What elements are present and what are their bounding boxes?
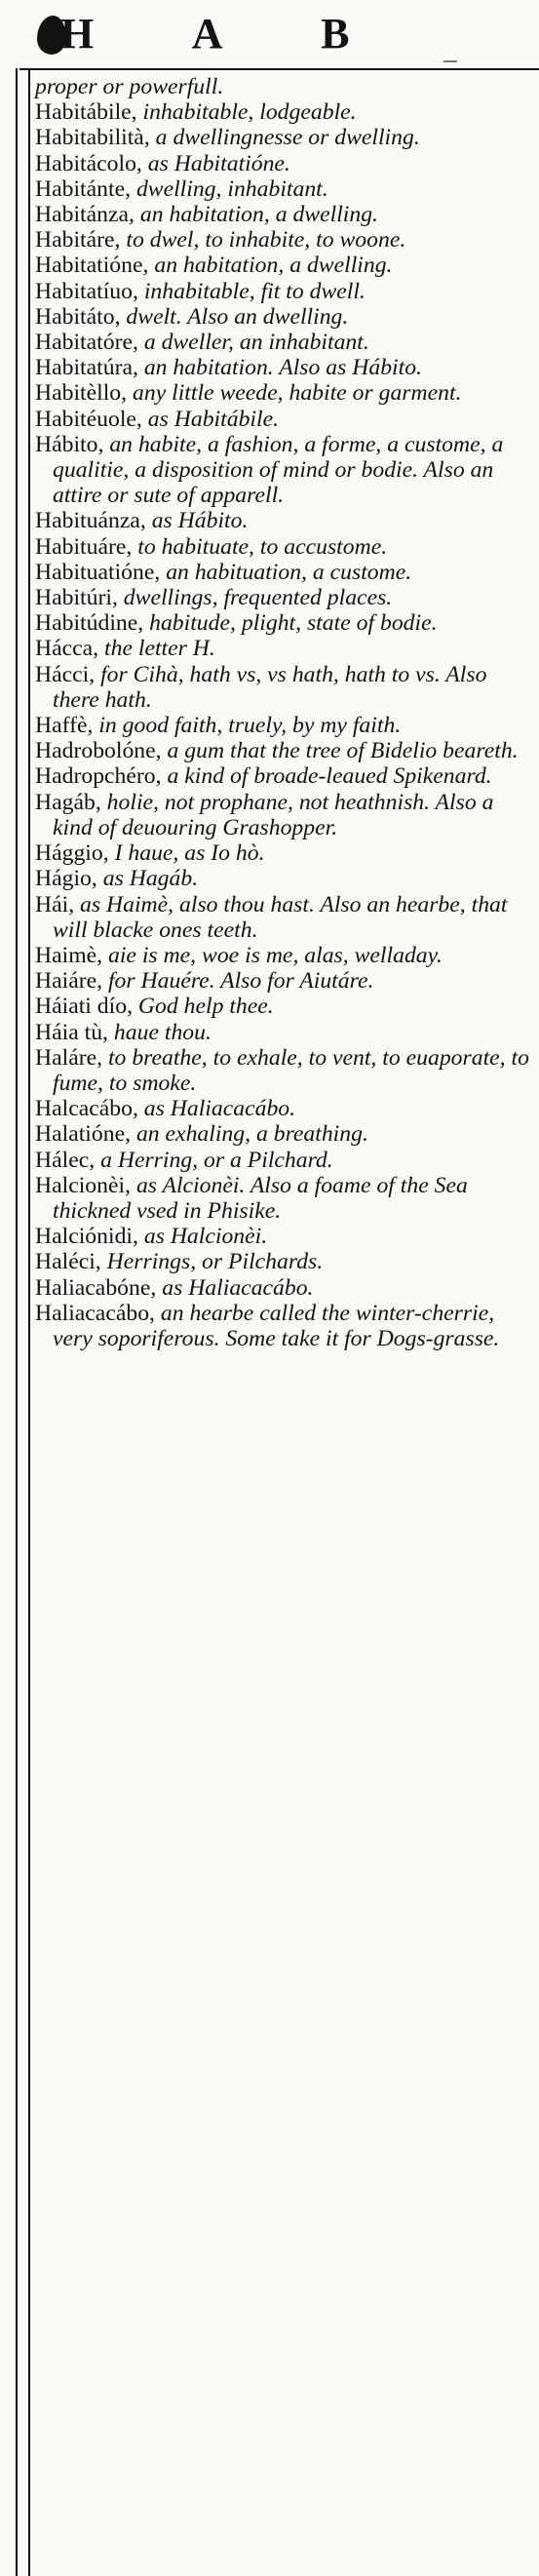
entry-headword: Hálec, bbox=[35, 1147, 101, 1173]
entry-definition: God help thee. bbox=[137, 994, 274, 1020]
entry-definition: an exhaling, a breathing. bbox=[135, 1121, 368, 1148]
entry-definition: Herrings, or Pilchards. bbox=[106, 1249, 324, 1275]
entry-definition: an habite, a fashion, a forme, a custome, a qualitie, a disposition of mind or bodie. Also an attire or sute of apparell. bbox=[53, 431, 504, 509]
entry-definition: aie is me, woe is me, alas, welladay. bbox=[107, 942, 443, 968]
entry-definition: as Alcionèi. Also a foame of the Sea thickned vsed in Phisike. bbox=[53, 1172, 468, 1224]
entry-headword: Habitèllo, bbox=[35, 380, 133, 407]
dictionary-entry bbox=[35, 943, 532, 968]
header-rule bbox=[19, 68, 539, 70]
entry-headword: Habituatióne, bbox=[35, 559, 167, 585]
entry-definition: inhabitable, lodgeable. bbox=[142, 99, 357, 126]
entry-definition: proper or powerfull. bbox=[35, 74, 224, 99]
column-rule bbox=[28, 68, 30, 2576]
entry-headword: Haléci, bbox=[35, 1249, 107, 1275]
dictionary-entry bbox=[35, 534, 532, 560]
dictionary-entry bbox=[35, 1173, 532, 1224]
dictionary-entry bbox=[35, 994, 532, 1019]
entry-definition: as Haimè, also thou hast. Also an hearbe, that will blacke ones teeth. bbox=[53, 891, 508, 943]
entry-headword: Habitánte, bbox=[35, 176, 136, 202]
dictionary-entry bbox=[35, 560, 532, 585]
dictionary-entry bbox=[35, 176, 532, 202]
entry-headword: Hácci, bbox=[35, 661, 101, 687]
entry-headword: Habitúri, bbox=[35, 585, 124, 611]
entry-headword: Hággio, bbox=[35, 840, 115, 867]
dictionary-column bbox=[35, 74, 532, 1351]
entry-definition: as Haliacacábo. bbox=[143, 1096, 296, 1122]
entry-definition: haue thou. bbox=[113, 1019, 212, 1045]
dictionary-entry bbox=[35, 1045, 532, 1096]
left-frame-rule bbox=[16, 68, 18, 2576]
entry-definition: a Herring, or a Pilchard. bbox=[100, 1147, 333, 1173]
page-header bbox=[0, 0, 539, 78]
entry-headword: Haimè, bbox=[35, 942, 108, 968]
entry-definition: a kind of broade-leaued Spikenard. bbox=[167, 763, 492, 790]
entry-definition: to habituate, to accustome. bbox=[137, 533, 388, 560]
running-head: H A B bbox=[60, 10, 395, 58]
entry-definition: as Habitatióne. bbox=[147, 150, 290, 176]
entry-definition: for Hauére. Also for Aiutáre. bbox=[107, 968, 374, 995]
entry-definition: as Haliacacábo. bbox=[162, 1274, 314, 1301]
entry-definition: as Hagáb. bbox=[102, 866, 199, 892]
entry-definition: as Hábito. bbox=[151, 508, 249, 534]
entry-definition: for Cihà, hath vs, vs hath, hath to vs. Also there hath. bbox=[53, 661, 487, 713]
entry-headword: Habitáto, bbox=[35, 303, 127, 330]
entry-headword: Halcionèi, bbox=[35, 1172, 136, 1198]
entry-definition: an habitation. Also as Hábito. bbox=[143, 355, 422, 381]
dictionary-entry bbox=[35, 151, 532, 176]
entry-definition: an habitation, a dwelling. bbox=[154, 253, 393, 279]
dictionary-entry bbox=[35, 508, 532, 533]
entry-headword: Haiáre, bbox=[35, 968, 108, 995]
dictionary-entry bbox=[35, 636, 532, 661]
entry-definition: in good faith, truely, by my faith. bbox=[98, 713, 402, 739]
dictionary-entry bbox=[35, 330, 532, 355]
dictionary-entry bbox=[35, 585, 532, 610]
dictionary-entry bbox=[35, 713, 532, 738]
entry-headword: Habitúdine, bbox=[35, 610, 150, 637]
entry-headword: Habitácolo, bbox=[35, 150, 148, 176]
ink-mark bbox=[443, 60, 457, 62]
entry-headword: Halciónidi, bbox=[35, 1224, 144, 1250]
dictionary-entry bbox=[35, 355, 532, 380]
entry-headword: Hái, bbox=[35, 891, 81, 917]
entry-definition: dwelling, inhabitant. bbox=[135, 176, 328, 202]
dictionary-entry bbox=[35, 866, 532, 891]
entry-headword: Habituánza, bbox=[35, 508, 152, 534]
entry-headword: Habitatóre, bbox=[35, 330, 144, 356]
entry-definition: to breathe, to exhale, to vent, to euaporate, to fume, to smoke. bbox=[53, 1044, 529, 1096]
entry-definition: to dwel, to inhabite, to woone. bbox=[126, 227, 406, 254]
dictionary-entry bbox=[35, 253, 532, 278]
dictionary-entry bbox=[35, 202, 532, 227]
dictionary-entry bbox=[35, 380, 532, 406]
entry-headword: Habituáre, bbox=[35, 533, 138, 560]
dictionary-entry bbox=[35, 1096, 532, 1121]
dictionary-entry bbox=[35, 74, 532, 99]
entry-definition: as Habitábile. bbox=[147, 406, 280, 432]
entry-headword: Hágio, bbox=[35, 866, 103, 892]
entry-headword: Háiati dío, bbox=[35, 994, 138, 1020]
entry-definition: inhabitable, fit to dwell. bbox=[143, 278, 366, 304]
entry-definition: habitude, plight, state of bodie. bbox=[149, 610, 438, 637]
entry-headword: Habitábile, bbox=[35, 99, 143, 126]
dictionary-entry bbox=[35, 662, 532, 713]
dictionary-entry bbox=[35, 1224, 532, 1249]
entry-definition: dwellings, frequented places. bbox=[123, 585, 393, 611]
entry-definition: an habituation, a custome. bbox=[166, 559, 412, 585]
dictionary-entry bbox=[35, 125, 532, 150]
dictionary-entry bbox=[35, 968, 532, 994]
entry-definition: a dwellingnesse or dwelling. bbox=[155, 125, 420, 151]
entry-headword: Hácca, bbox=[35, 636, 105, 662]
entry-definition: an habitation, a dwelling. bbox=[139, 202, 378, 228]
entry-headword: Haliacabóne, bbox=[35, 1274, 163, 1301]
dictionary-entry bbox=[35, 763, 532, 789]
entry-definition: holie, not prophane, not heathnish. Also a kind of deuouring Grashopper. bbox=[53, 789, 494, 840]
entry-definition: I haue, as Io hò. bbox=[114, 840, 265, 867]
dictionary-entry bbox=[35, 892, 532, 943]
entry-headword: Haffè, bbox=[35, 713, 99, 739]
dictionary-entry bbox=[35, 1301, 532, 1351]
dictionary-entry bbox=[35, 407, 532, 432]
entry-definition: the letter H. bbox=[104, 636, 215, 662]
entry-headword: Hagáb, bbox=[35, 789, 107, 815]
entry-headword: Hadrobolóne, bbox=[35, 738, 168, 764]
entry-definition: any little weede, habite or garment. bbox=[133, 380, 462, 407]
entry-headword: Habitatúra, bbox=[35, 355, 144, 381]
dictionary-entry bbox=[35, 840, 532, 866]
entry-headword: Haláre, bbox=[35, 1044, 108, 1071]
dictionary-entry bbox=[35, 432, 532, 509]
entry-definition: as Halcionèi. bbox=[143, 1224, 268, 1250]
entry-headword: Habitatíuo, bbox=[35, 278, 144, 304]
entry-headword: Habitáre, bbox=[35, 227, 127, 254]
dictionary-entry bbox=[35, 1148, 532, 1173]
dictionary-entry bbox=[35, 1020, 532, 1045]
entry-headword: Háia tù, bbox=[35, 1019, 114, 1045]
entry-headword: Habitatióne, bbox=[35, 253, 155, 279]
dictionary-entry bbox=[35, 304, 532, 330]
entry-definition: a gum that the tree of Bidelio beareth. bbox=[167, 738, 519, 764]
entry-headword: Habitabilità, bbox=[35, 125, 156, 151]
entry-headword: Hábito, bbox=[35, 431, 110, 457]
entry-headword: Halcacábo, bbox=[35, 1096, 144, 1122]
dictionary-entry bbox=[35, 738, 532, 763]
entry-definition: an hearbe called the winter-cherrie, very soporiferous. Some take it for Dogs-grasse. bbox=[53, 1300, 500, 1351]
entry-definition: a dweller, an inhabitant. bbox=[143, 330, 369, 356]
entry-headword: Habitéuole, bbox=[35, 406, 148, 432]
entry-headword: Haliacacábo, bbox=[35, 1300, 161, 1326]
dictionary-entry bbox=[35, 1249, 532, 1274]
dictionary-entry bbox=[35, 790, 532, 840]
dictionary-entry bbox=[35, 99, 532, 125]
dictionary-entry bbox=[35, 1121, 532, 1147]
dictionary-entry bbox=[35, 1275, 532, 1301]
entry-headword: Habitánza, bbox=[35, 202, 140, 228]
dictionary-entry bbox=[35, 279, 532, 304]
dictionary-entry bbox=[35, 227, 532, 253]
entry-headword: Halatióne, bbox=[35, 1121, 136, 1148]
entry-definition: dwelt. Also an dwelling. bbox=[126, 303, 349, 330]
entry-headword: Hadropchéro, bbox=[35, 763, 168, 790]
dictionary-entry bbox=[35, 610, 532, 636]
